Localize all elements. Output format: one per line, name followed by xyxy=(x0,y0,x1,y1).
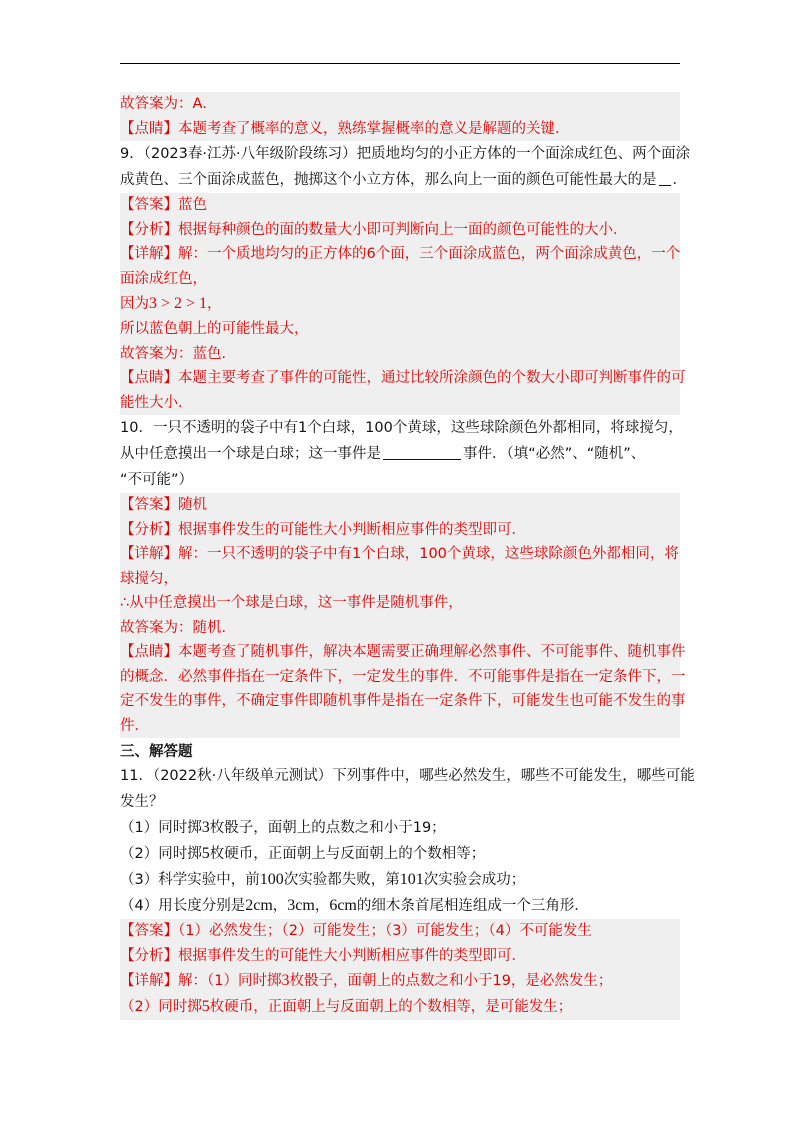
question-9-line-1: 9．（2023春·江苏·八年级阶段练习）把质地均匀的小正方体的一个面涂成红色、两个面涂 xyxy=(120,146,691,162)
question-11-item-2 xyxy=(120,841,680,867)
question-11-item-3 xyxy=(120,867,680,893)
question-10-text: 事件．（填“必然”、“随机”、 xyxy=(463,446,646,462)
answer-line: 【答案】蓝色 xyxy=(120,193,680,218)
math-expression: 3 xyxy=(281,972,290,989)
detail-line: 故答案为：随机． xyxy=(120,616,680,641)
math-expression: 5 xyxy=(201,998,210,1015)
detail-line xyxy=(120,994,680,1020)
detail-line: 球搅匀， xyxy=(120,567,680,592)
answer-blank xyxy=(383,445,461,460)
question-10-text: 从中任意摸出一个球是白球；这一事件是 xyxy=(120,446,381,462)
question-11-line-2: 发生？ xyxy=(120,794,164,810)
question-11-line-1: 11．（2022秋·八年级单元测试）下列事件中，哪些必然发生，哪些不可能发生，哪些可能 xyxy=(120,768,695,784)
math-expression: 100 xyxy=(259,871,284,888)
item-text: 枚骰子，面朝上的点数之和小于19； xyxy=(209,820,446,836)
item-text: 枚硬币，正面朝上与反面朝上的个数相等； xyxy=(209,846,486,862)
comment-line: 能性大小． xyxy=(120,391,680,416)
item-text: （4）用长度分别是 xyxy=(120,898,246,914)
math-expression: 6cm xyxy=(329,897,357,914)
item-text: 的细木条首尾相连组成一个三角形． xyxy=(356,898,589,914)
item-text: （1）同时掷 xyxy=(120,820,202,836)
question-9-period: ． xyxy=(672,172,687,188)
item-text: ， xyxy=(314,898,330,914)
analysis-line: 【分析】根据事件发生的可能性大小判断相应事件的类型即可． xyxy=(120,518,680,543)
item-text: （3）科学实验中，前 xyxy=(120,872,260,888)
question-10-line-2 xyxy=(120,441,680,467)
math-expression: 3 xyxy=(201,819,210,836)
item-text: （2）同时掷 xyxy=(120,846,202,862)
document-page xyxy=(120,92,695,1020)
answer-line: 【答案】随机 xyxy=(120,493,680,518)
detail-line: 【详解】解：一个质地均匀的正方体的6个面，三个面涂成蓝色，两个面涂成黄色，一个 xyxy=(120,242,680,267)
detail-text: （2）同时掷 xyxy=(120,999,202,1015)
header-rule xyxy=(120,63,680,64)
question-9-text: 成黄色、三个面涂成蓝色，抛掷这个小立方体，那么向上一面的颜色可能性最大的是 xyxy=(120,172,657,188)
item-text: ， xyxy=(272,898,288,914)
item-text: 次实验都失败，第 xyxy=(283,872,400,888)
question-11-item-1 xyxy=(120,815,680,841)
detail-line xyxy=(120,291,680,317)
detail-line: 【详解】解：一只不透明的袋子中有1个白球，100个黄球，这些球除颜色外都相同，将 xyxy=(120,542,680,567)
detail-line: 故答案为：蓝色． xyxy=(120,342,680,367)
answer-blank xyxy=(659,171,671,186)
analysis-line: 【分析】根据每种颜色的面的数量大小即可判断向上一面的颜色可能性的大小． xyxy=(120,218,680,243)
comment-line: 定不发生的事件，不确定事件即随机事件是指在一定条件下，可能发生也可能不发生的事 xyxy=(120,689,680,714)
detail-text: 因为 xyxy=(120,296,149,312)
math-expression: 5 xyxy=(201,845,210,862)
comment-line: 【点睛】本题主要考查了事件的可能性，通过比较所涂颜色的个数大小即可判断事件的可 xyxy=(120,366,680,391)
detail-text: ， xyxy=(207,296,222,312)
comment-line: 【点睛】本题考查了随机事件，解决本题需要正确理解必然事件、不可能事件、随机事件 xyxy=(120,640,680,665)
detail-line: 所以蓝色朝上的可能性最大， xyxy=(120,317,680,342)
question-11-item-4 xyxy=(120,893,680,919)
detail-line xyxy=(120,968,680,994)
question-10-line-3: “不可能”） xyxy=(120,472,194,488)
section-heading: 三、解答题 xyxy=(120,744,193,760)
question-10-line-1: 10．一只不透明的袋子中有1个白球，100个黄球，这些球除颜色外都相同，将球搅匀， xyxy=(120,420,683,436)
comment-line: 的概念．必然事件指在一定条件下，一定发生的事件．不可能事件是指在一定条件下，一 xyxy=(120,665,680,690)
math-expression: 3 > 2 > 1 xyxy=(149,295,208,312)
answer-line: 故答案为：A． xyxy=(120,92,680,117)
analysis-line: 【分析】根据事件发生的可能性大小判断相应事件的类型即可． xyxy=(120,944,680,969)
math-expression: 2cm xyxy=(245,897,273,914)
detail-text: 【详解】解：（1）同时掷 xyxy=(120,973,282,989)
answer-line: 【答案】（1）必然发生；（2）可能发生；（3）可能发生；（4）不可能发生 xyxy=(120,919,680,944)
detail-line: ∴从中任意摸出一个球是白球，这一事件是随机事件， xyxy=(120,591,680,616)
detail-text: 枚硬币，正面朝上与反面朝上的个数相等，是可能发生； xyxy=(209,999,573,1015)
item-text: 次实验会成功； xyxy=(423,872,526,888)
detail-line: 面涂成红色， xyxy=(120,267,680,292)
detail-text: 枚骰子，面朝上的点数之和小于19，是必然发生； xyxy=(289,973,613,989)
question-9-line-2 xyxy=(120,167,687,193)
math-expression: 101 xyxy=(399,871,424,888)
comment-line: 件． xyxy=(120,714,680,739)
math-expression: 3cm xyxy=(287,897,315,914)
comment-line: 【点睛】本题考查了概率的意义，熟练掌握概率的意义是解题的关键． xyxy=(120,117,680,142)
